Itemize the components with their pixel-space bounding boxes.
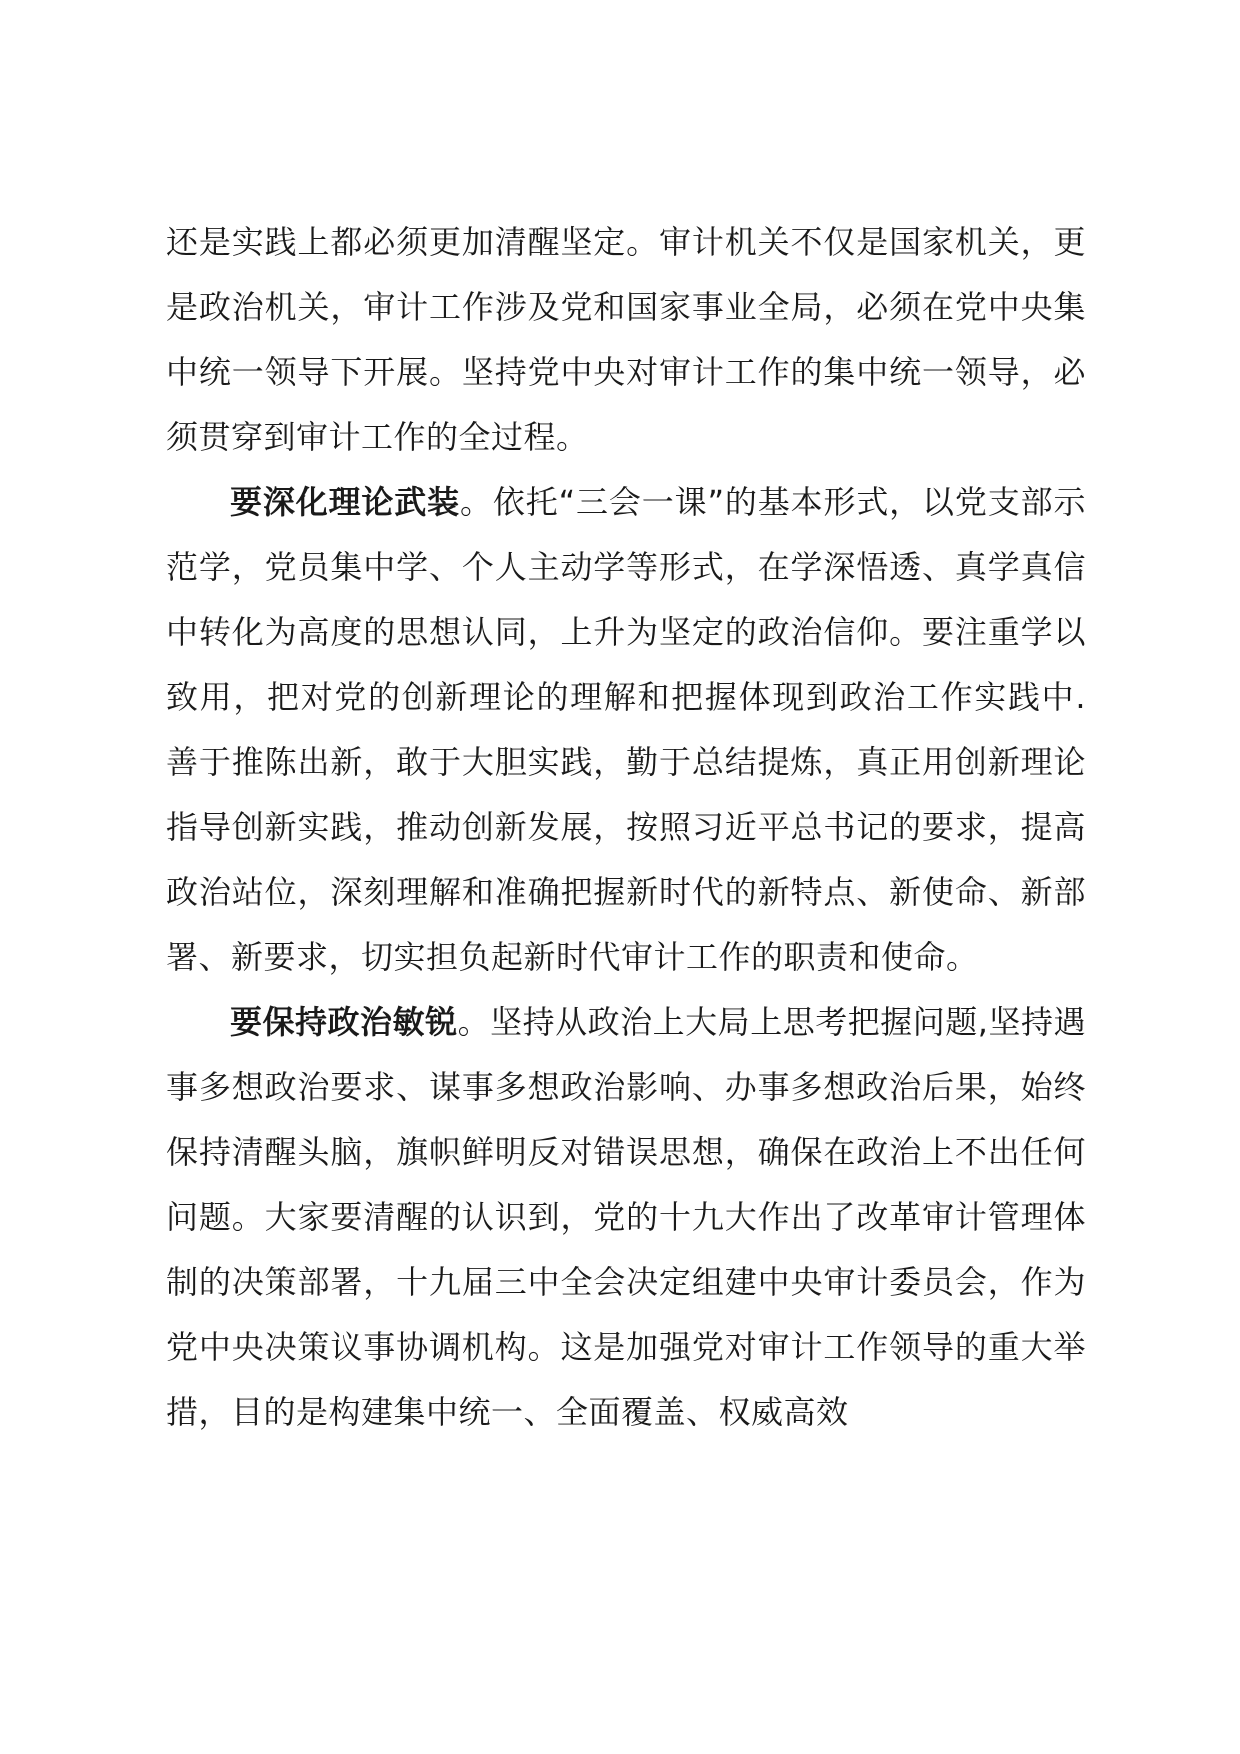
paragraph-text: 还是实践上都必须更加清醒坚定。审计机关不仅是国家机关，更是政治机关，审计工作涉及党和国家事业全局，必须在党中央集中统一领导下开展。坚持党中央对审计工作的集中统一领导，必须贯穿到审计工作的全过程。 [166, 223, 1086, 456]
paragraph-continuation [166, 210, 1086, 470]
paragraph-text: 。依托“三会一课”的基本形式，以党支部示范学，党员集中学、个人主动学等形式，在学深悟透、真学真信中转化为高度的思想认同，上升为坚定的政治信仰。要注重学以致用，把对党的创新理论的理解和把握体现到政治工作实践中.善于推陈出新，敢于大胆实践，勤于总结提炼，真正用创新理论指导创新实践，推动创新发展，按照习近平总书记的要求，提高政治站位，深刻理解和准确把握新时代的新特点、新使命、新部署、新要求，切实担负起新时代审计工作的职责和使命。 [166, 483, 1086, 976]
paragraph-heading: 要深化理论武装 [230, 483, 461, 521]
paragraph-political [166, 990, 1086, 1445]
paragraph-text: 。坚持从政治上大局上思考把握问题,坚持遇事多想政治要求、谋事多想政治影响、办事多想政治后果，始终保持清醒头脑，旗帜鲜明反对错误思想，确保在政治上不出任何问题。大家要清醒的认识到，党的十九大作出了改革审计管理体制的决策部署，十九届三中全会决定组建中央审计委员会，作为党中央决策议事协调机构。这是加强党对审计工作领导的重大举措，目的是构建集中统一、全面覆盖、权威高效 [166, 1003, 1086, 1431]
paragraph-heading: 要保持政治敏锐 [230, 1003, 458, 1041]
document-body [166, 210, 1086, 1445]
paragraph-theory [166, 470, 1086, 990]
